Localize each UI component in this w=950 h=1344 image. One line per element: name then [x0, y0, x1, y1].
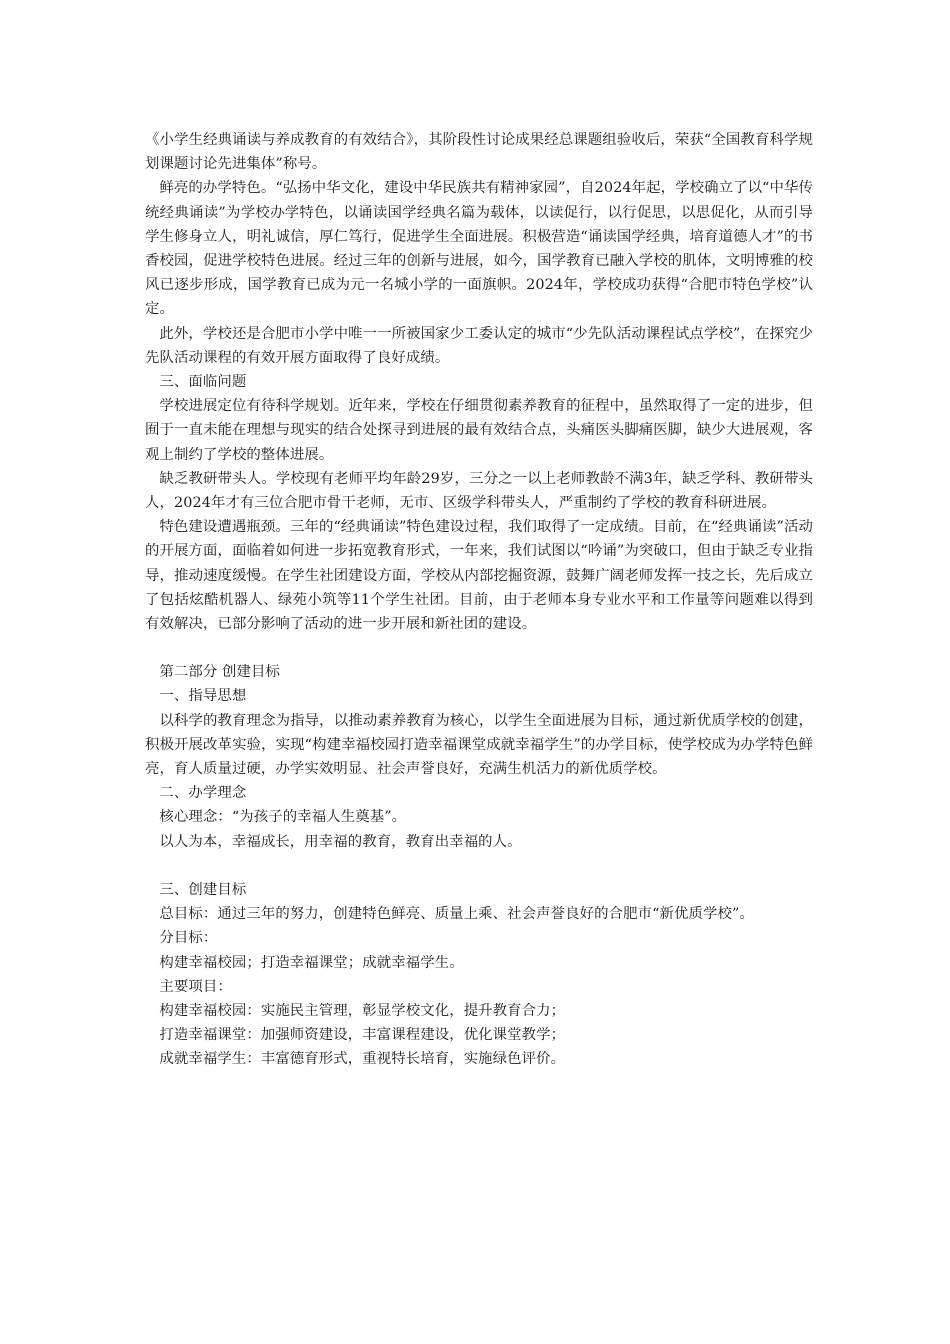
- heading-goals: 三、创建目标: [159, 881, 247, 898]
- paragraph-item-campus: 构建幸福校园：实施民主管理，彰显学校文化，提升教育合力；: [159, 1002, 566, 1019]
- paragraph-item-classroom: 打造幸福课堂：加强师资建设，丰富课程建设，优化课堂教学；: [159, 1027, 566, 1044]
- paragraph-continuation: 《小学生经典诵读与养成教育的有效结合》，其阶段性讨论成果经总课题组验收后，荣获“全国教育科学规划课题讨论先进集体”称号。: [145, 132, 813, 173]
- paragraph-total-goal: 总目标：通过三年的努力，创建特色鲜亮、质量上乘、社会声誉良好的合肥市“新优质学校”。: [159, 906, 754, 923]
- paragraph-core-concept: 核心理念：“为孩子的幸福人生奠基”。: [159, 809, 407, 826]
- paragraph-pioneer-pilot: 此外，学校还是合肥市小学中唯一一所被国家少工委认定的城市“少先队活动课程试点学校”，在探究少先队活动课程的有效开展方面取得了良好成绩。: [145, 325, 813, 366]
- paragraph-problem-feature-bottleneck: 特色建设遭遇瓶颈。三年的“经典诵读”特色建设过程，我们取得了一定成绩。目前，在“经典诵读”活动的开展方面，面临着如何进一步拓宽教育形式，一年来，我们试图以“吟诵”为突破口，但由于缺乏专业指导，推动速度缓慢。在学生社团建设方面，学校从内部挖掘资源，鼓舞广阔老师发挥一技之长，先后成立了包括炫酷机器人、绿苑小筑等11个学生社团。目前，由于老师本身专业水平和工作量等问题难以得到有效解决，已部分影响了活动的进一步开展和新社团的建设。: [145, 519, 813, 633]
- paragraph-sub-goals: 构建幸福校园；打造幸福课堂；成就幸福学生。: [159, 954, 464, 971]
- paragraph-problem-research-leaders: 缺乏教研带头人。学校现有老师平均年龄29岁，三分之一以上老师教龄不满3年，缺乏学科、教研带头人，2024年才有三位合肥市骨干老师，无市、区级学科带头人，严重制约了学校的教育科研进展。: [145, 470, 813, 512]
- section-gap: [145, 854, 813, 878]
- paragraph-item-students: 成就幸福学生：丰富德育形式，重视特长培育，实施绿色评价。: [159, 1051, 566, 1068]
- paragraph-guiding-thought: 以科学的教育理念为指导，以推动素养教育为核心，以学生全面进展为目标，通过新优质学校的创建，积极开展改革实验，实现“构建幸福校园打造幸福课堂成就幸福学生”的办学目标，使学校成为办学特色鲜亮，育人质量过硬，办学实效明显、社会声誉良好，充满生机活力的新优质学校。: [145, 712, 813, 778]
- document-page: [145, 128, 813, 1072]
- section-gap: [145, 636, 813, 660]
- paragraph-sub-goal-label: 分目标：: [159, 930, 218, 947]
- heading-philosophy: 二、办学理念: [159, 785, 247, 802]
- part-title: 第二部分 创建目标: [159, 664, 280, 681]
- paragraph-problem-planning: 学校进展定位有待科学规划。近年来，学校在仔细贯彻素养教育的征程中，虽然取得了一定的进步，但囿于一直未能在理想与现实的结合处探寻到进展的最有效结合点，头痛医头脚痛医脚，缺少大进展观，客观上制约了学校的整体进展。: [145, 398, 813, 463]
- paragraph-school-feature: 鲜亮的办学特色。“弘扬中华文化，建设中华民族共有精神家园”，自2024年起，学校确立了以“中华传统经典诵读”为学校办学特色，以诵读国学经典名篇为载体，以读促行，以行促思，以思促化，从而引导学生修身立人，明礼诚信，厚仁笃行，促进学生全面进展。积极营造“诵读国学经典，培育道德人才”的书香校园，促进学校特色进展。经过三年的创新与进展，如今，国学教育已融入学校的肌体，文明博雅的校风已逐步形成，国学教育已成为元一名城小学的一面旗帜。2024年，学校成功获得“合肥市特色学校”认定。: [145, 180, 813, 318]
- paragraph-items-label: 主要项目：: [159, 978, 232, 995]
- heading-guiding-thought: 一、指导思想: [159, 688, 247, 705]
- paragraph-people-oriented: 以人为本，幸福成长，用幸福的教育，教育出幸福的人。: [159, 833, 522, 850]
- heading-problems: 三、面临问题: [159, 374, 247, 391]
